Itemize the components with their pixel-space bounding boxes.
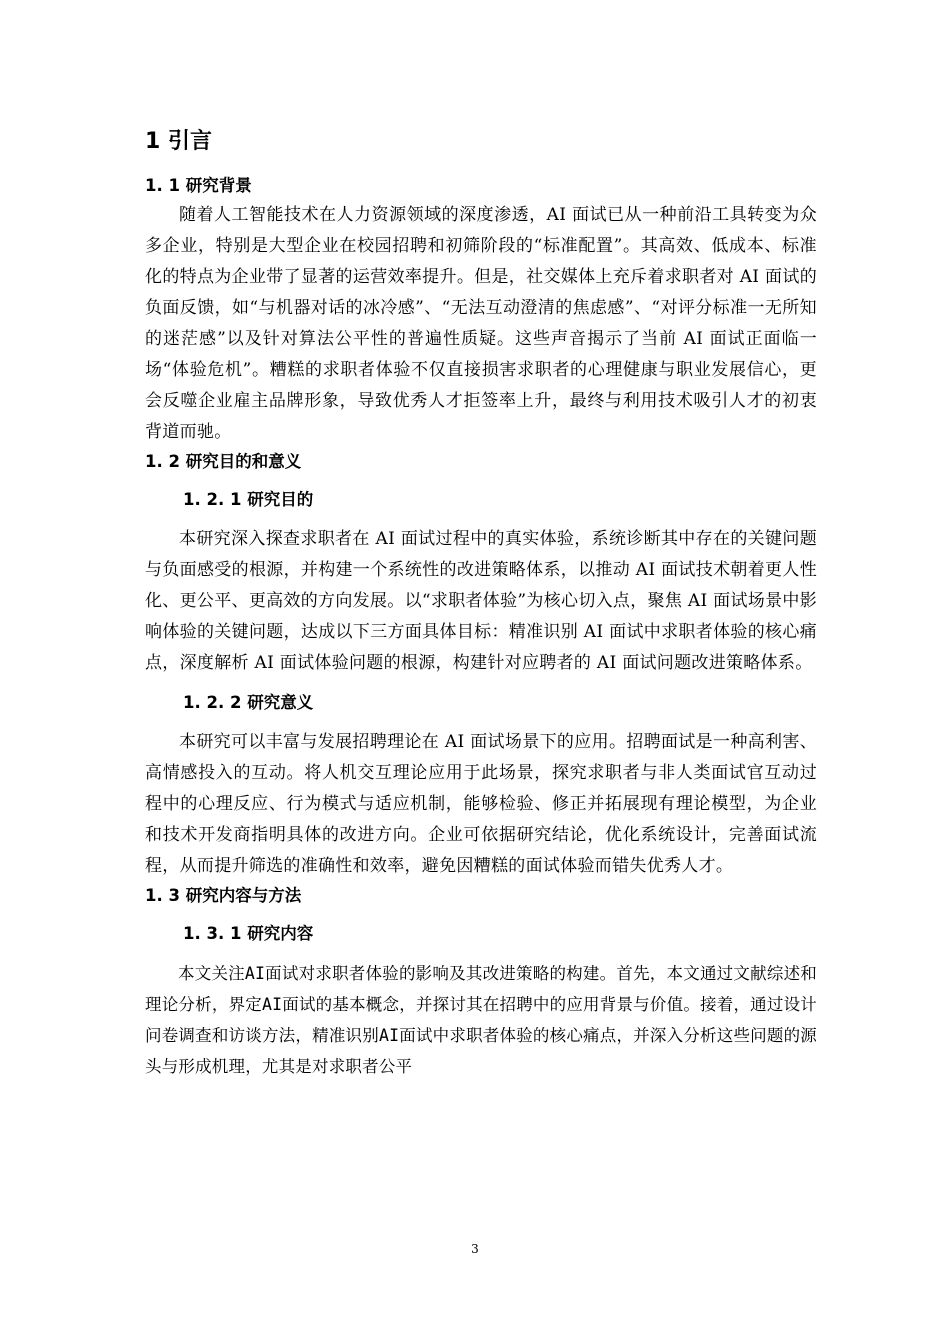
paragraph-research-background: 随着人工智能技术在人力资源领域的深度渗透，AI 面试已从一种前沿工具转变为众多企业，特别是大型企业在校园招聘和初筛阶段的“标准配置”。其高效、低成本、标准化的特点为企业带了显著的运营效率提升。但是，社交媒体上充斥着求职者对 AI 面试的负面反馈，如“与机器对话的冰冷感”、“无法互动澄清的焦虑感”、“对评分标准一无所知的迷茫感”以及针对算法公平性的普遍性质疑。这些声音揭示了当前 AI 面试正面临一场“体验危机”。糟糕的求职者体验不仅直接损害求职者的心理健康与职业发展信心，更会反噬企业雇主品牌形象，导致优秀人才拒签率上升，最终与利用技术吸引人才的初衷背道而驰。: [145, 205, 817, 442]
chapter-title: 1 引言: [145, 129, 212, 154]
paragraph-research-significance: 本研究可以丰富与发展招聘理论在 AI 面试场景下的应用。招聘面试是一种高利害、高情感投入的互动。将人机交互理论应用于此场景，探究求职者与非人类面试官互动过程中的心理反应、行为模式与适应机制，能够检验、修正并拓展现有理论模型，为企业和技术开发商指明具体的改进方向。企业可依据研究结论，优化系统设计，完善面试流程，从而提升筛选的准确性和效率，避免因糟糕的面试体验而错失优秀人才。: [145, 732, 817, 876]
section-heading-1-3: 1. 3 研究内容与方法: [145, 886, 302, 905]
subsection-heading-1-2-2: 1. 2. 2 研究意义: [183, 693, 314, 712]
paragraph-research-content: 本文关注AI面试对求职者体验的影响及其改进策略的构建。首先，本文通过文献综述和理论分析，界定AI面试的基本概念，并探讨其在招聘中的应用背景与价值。接着，通过设计问卷调查和访谈方法，精准识别AI面试中求职者体验的核心痛点，并深入分析这些问题的源头与形成机理，尤其是对求职者公平: [145, 964, 817, 1076]
page-number: 3: [471, 1242, 479, 1256]
page-content: [145, 126, 817, 1082]
subsection-heading-1-2-1: 1. 2. 1 研究目的: [183, 490, 314, 509]
section-heading-1-1: 1. 1 研究背景: [145, 176, 252, 195]
subsection-heading-1-3-1: 1. 3. 1 研究内容: [183, 924, 314, 943]
section-heading-1-2: 1. 2 研究目的和意义: [145, 452, 302, 471]
paragraph-research-purpose: 本研究深入探查求职者在 AI 面试过程中的真实体验，系统诊断其中存在的关键问题与负面感受的根源，并构建一个系统性的改进策略体系，以推动 AI 面试技术朝着更人性化、更公平、更高效的方向发展。以“求职者体验”为核心切入点，聚焦 AI 面试场景中影响体验的关键问题，达成以下三方面具体目标：精准识别 AI 面试中求职者体验的核心痛点，深度解析 AI 面试体验问题的根源，构建针对应聘者的 AI 面试问题改进策略体系。: [145, 529, 817, 673]
